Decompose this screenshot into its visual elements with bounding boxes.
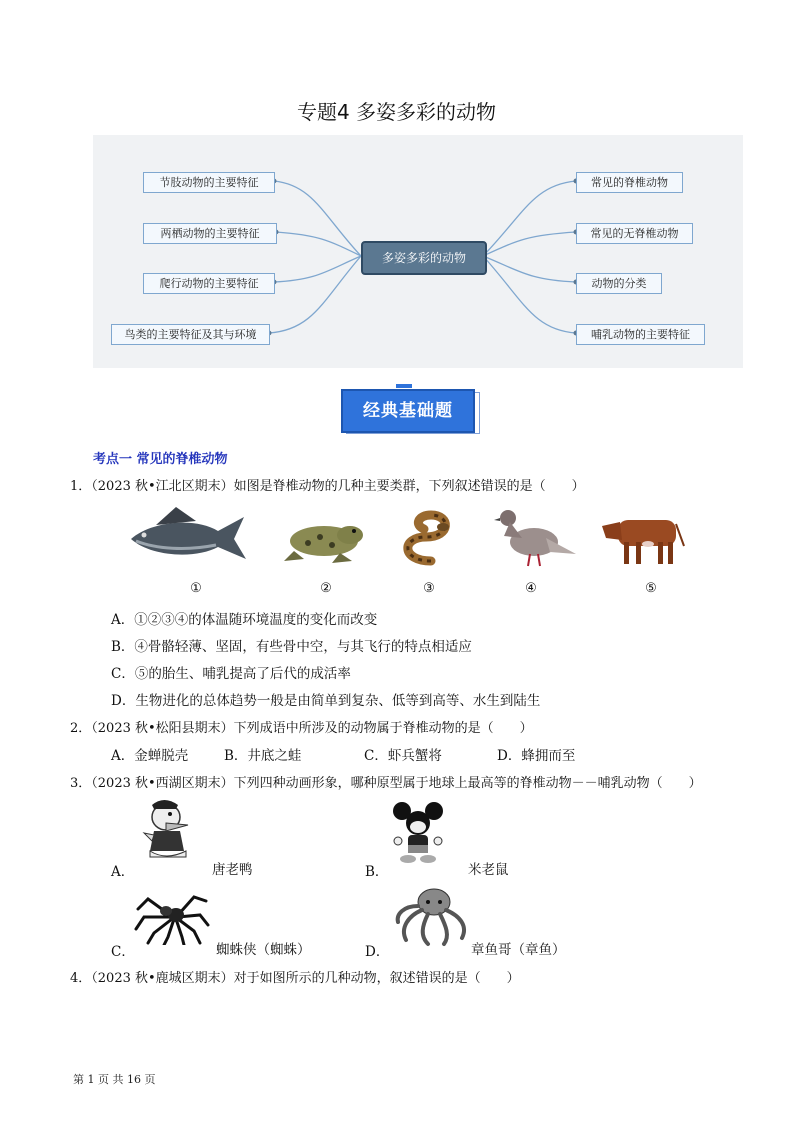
q1-option-b: B．④骨骼轻薄、坚固，有些骨中空，与其飞行的特点相适应 [111, 639, 472, 655]
animal-label-2: ② [320, 581, 332, 596]
q1-option-d: D．生物进化的总体趋势一般是由简单到复杂、低等到高等、水生到陆生 [111, 693, 541, 709]
animal-label-1: ① [190, 581, 202, 596]
page-title: 专题4 多姿多彩的动物 [296, 100, 497, 124]
section-heading: 考点一 常见的脊椎动物 [93, 452, 228, 467]
section-badge [338, 384, 480, 436]
q2-option-c: C．虾兵蟹将 [364, 748, 442, 764]
mind-node-classification: 动物的分类 [576, 273, 662, 294]
question-2-stem: 2．（2023 秋•松阳县期末）下列成语中所涉及的动物属于脊椎动物的是（ ） [70, 721, 533, 736]
mind-node-bird: 鸟类的主要特征及其与环境 [111, 324, 270, 345]
fish-image [126, 503, 250, 565]
q3-option-c-letter: C． [111, 944, 135, 960]
q2-option-a: A．金蝉脱壳 [111, 748, 189, 764]
animal-label-3: ③ [423, 581, 435, 596]
q1-option-a: A．①②③④的体温随环境温度的变化而改变 [111, 612, 378, 628]
mind-node-vertebrate: 常见的脊椎动物 [576, 172, 683, 193]
mind-node-amphibian: 两栖动物的主要特征 [143, 223, 277, 244]
q3-option-d-letter: D． [365, 944, 390, 960]
mind-node-mammal: 哺乳动物的主要特征 [576, 324, 705, 345]
donald-duck-image [136, 799, 208, 865]
mind-node-arthropod: 节肢动物的主要特征 [143, 172, 275, 193]
animal-label-5: ⑤ [645, 581, 657, 596]
spider-image [134, 889, 210, 945]
snake-image [396, 507, 466, 567]
question-1-stem: 1．（2023 秋•江北区期末）如图是脊椎动物的几种主要类群，下列叙述错误的是（ ） [70, 479, 585, 494]
cow-image [596, 512, 688, 568]
q3-option-b-letter: B． [365, 864, 389, 880]
frog-image [280, 513, 366, 565]
animal-label-4: ④ [525, 581, 537, 596]
q3-option-b-name: 米老鼠 [468, 862, 509, 878]
mind-node-center: 多姿多彩的动物 [361, 241, 487, 275]
mind-node-reptile: 爬行动物的主要特征 [143, 273, 275, 294]
q2-option-d: D．蜂拥而至 [497, 748, 576, 764]
question-3-stem: 3．（2023 秋•西湖区期末）下列四种动画形象，哪种原型属于地球上最高等的脊椎动物－－哺乳动物（ ） [70, 776, 702, 791]
pigeon-image [494, 502, 578, 568]
q3-option-a-letter: A． [111, 864, 135, 880]
page-footer: 第 1 页 共 16 页 [73, 1073, 156, 1086]
mickey-mouse-image [390, 801, 450, 865]
badge-label: 经典基础题 [341, 389, 475, 433]
q2-option-b: B．井底之蛙 [224, 748, 302, 764]
q3-option-a-name: 唐老鸭 [212, 862, 253, 878]
q3-option-d-name: 章鱼哥（章鱼） [471, 942, 566, 958]
octopus-image [394, 886, 470, 948]
mind-map [93, 135, 743, 368]
question-4-stem: 4．（2023 秋•鹿城区期末）对于如图所示的几种动物，叙述错误的是（ ） [70, 971, 520, 986]
q1-option-c: C．⑤的胎生、哺乳提高了后代的成活率 [111, 666, 351, 682]
q3-option-c-name: 蜘蛛侠（蜘蛛） [216, 942, 311, 958]
mind-node-invertebrate: 常见的无脊椎动物 [576, 223, 693, 244]
